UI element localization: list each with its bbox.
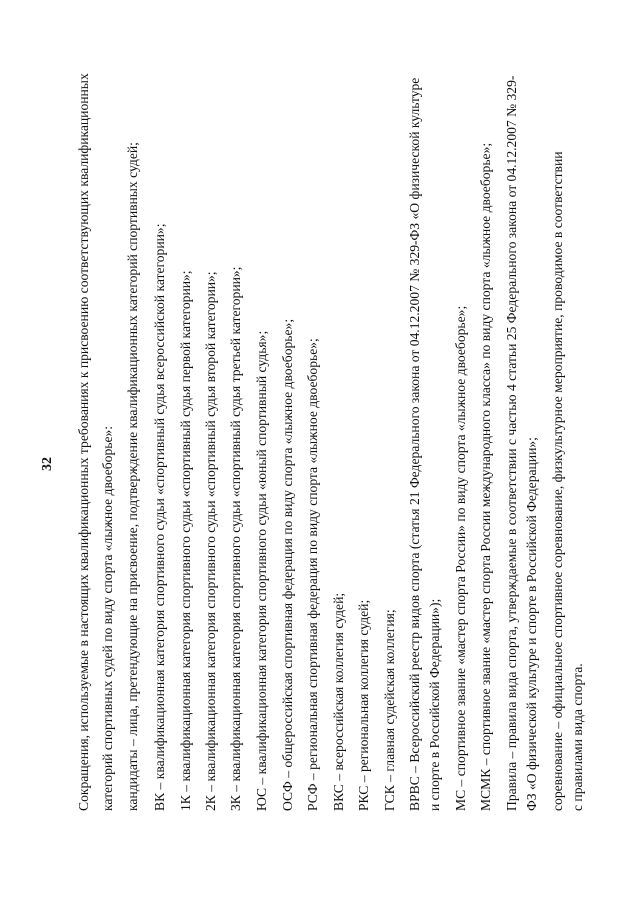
- text-line: МС – спортивное звание «мастер спорта России» по виду спорта «лыжное двоеборье»;: [453, 305, 468, 811]
- text-line: МСМК – спортивное звание «мастер спорта России международного класса» по виду спорта «лыжное двоеборье»;: [478, 142, 493, 811]
- text-line: и спорте в Российской Федерации»);: [427, 598, 442, 811]
- text-line: Сокращения, используемые в настоящих квалификационных требованиях к присвоению соответствующих квалификационных: [76, 73, 91, 811]
- text-line: 3К – квалификационная категория спортивного судьи «спортивный судья третьей категории»;: [228, 266, 243, 811]
- text-line: Правила – правила вида спорта, утверждаемые в соответствии с частью 4 статьи 25 Федерального закона от 04.12.2007 № 329-: [504, 75, 519, 811]
- text-line: соревнование – официальное спортивное соревнование, физкультурное мероприятие, проводимое в соответствии: [550, 151, 565, 811]
- text-line: ФЗ «О физической культуре и спорте в Российской Федерации»;: [524, 437, 539, 811]
- text-line: РСФ – региональная спортивная федерация по виду спорта «лыжное двоеборье»;: [305, 338, 320, 811]
- text-line: ГСК – главная судейская коллегия;: [382, 609, 397, 811]
- text-line: ОСФ – общероссийская спортивная федерация по виду спорта «лыжное двоеборье»;: [280, 318, 295, 811]
- text-line: ВРВС – Всероссийский реестр видов спорта (статья 21 Федерального закона от 04.12.2007 № 329-ФЗ «О физической культуре: [407, 77, 422, 811]
- text-line: категорий спортивных судей по виду спорта «лыжное двоеборье»:: [100, 425, 115, 811]
- text-line: 1К – квалификационная категория спортивного судьи «спортивный судья первой категории»;: [178, 270, 193, 811]
- text-line: ВК – квалификационная категория спортивного судьи «спортивный судья всероссийской категории»;: [152, 223, 167, 811]
- text-line: ЮС – квалификационная категория спортивного судьи «юный спортивный судья»;: [254, 330, 269, 811]
- text-line: с правилами вида спорта.: [570, 663, 585, 811]
- text-line: ВКС – всероссийская коллегия судей;: [331, 592, 346, 811]
- text-line: РКС – региональная коллегия судей;: [356, 599, 371, 811]
- text-line: 2К – квалификационная категория спортивного судьи «спортивный судья второй категории»;: [203, 271, 218, 811]
- text-line: кандидаты – лица, претендующие на присвоение, подтверждение квалификационных категорий спортивных судей;: [125, 142, 140, 811]
- page-number: 32: [40, 457, 55, 471]
